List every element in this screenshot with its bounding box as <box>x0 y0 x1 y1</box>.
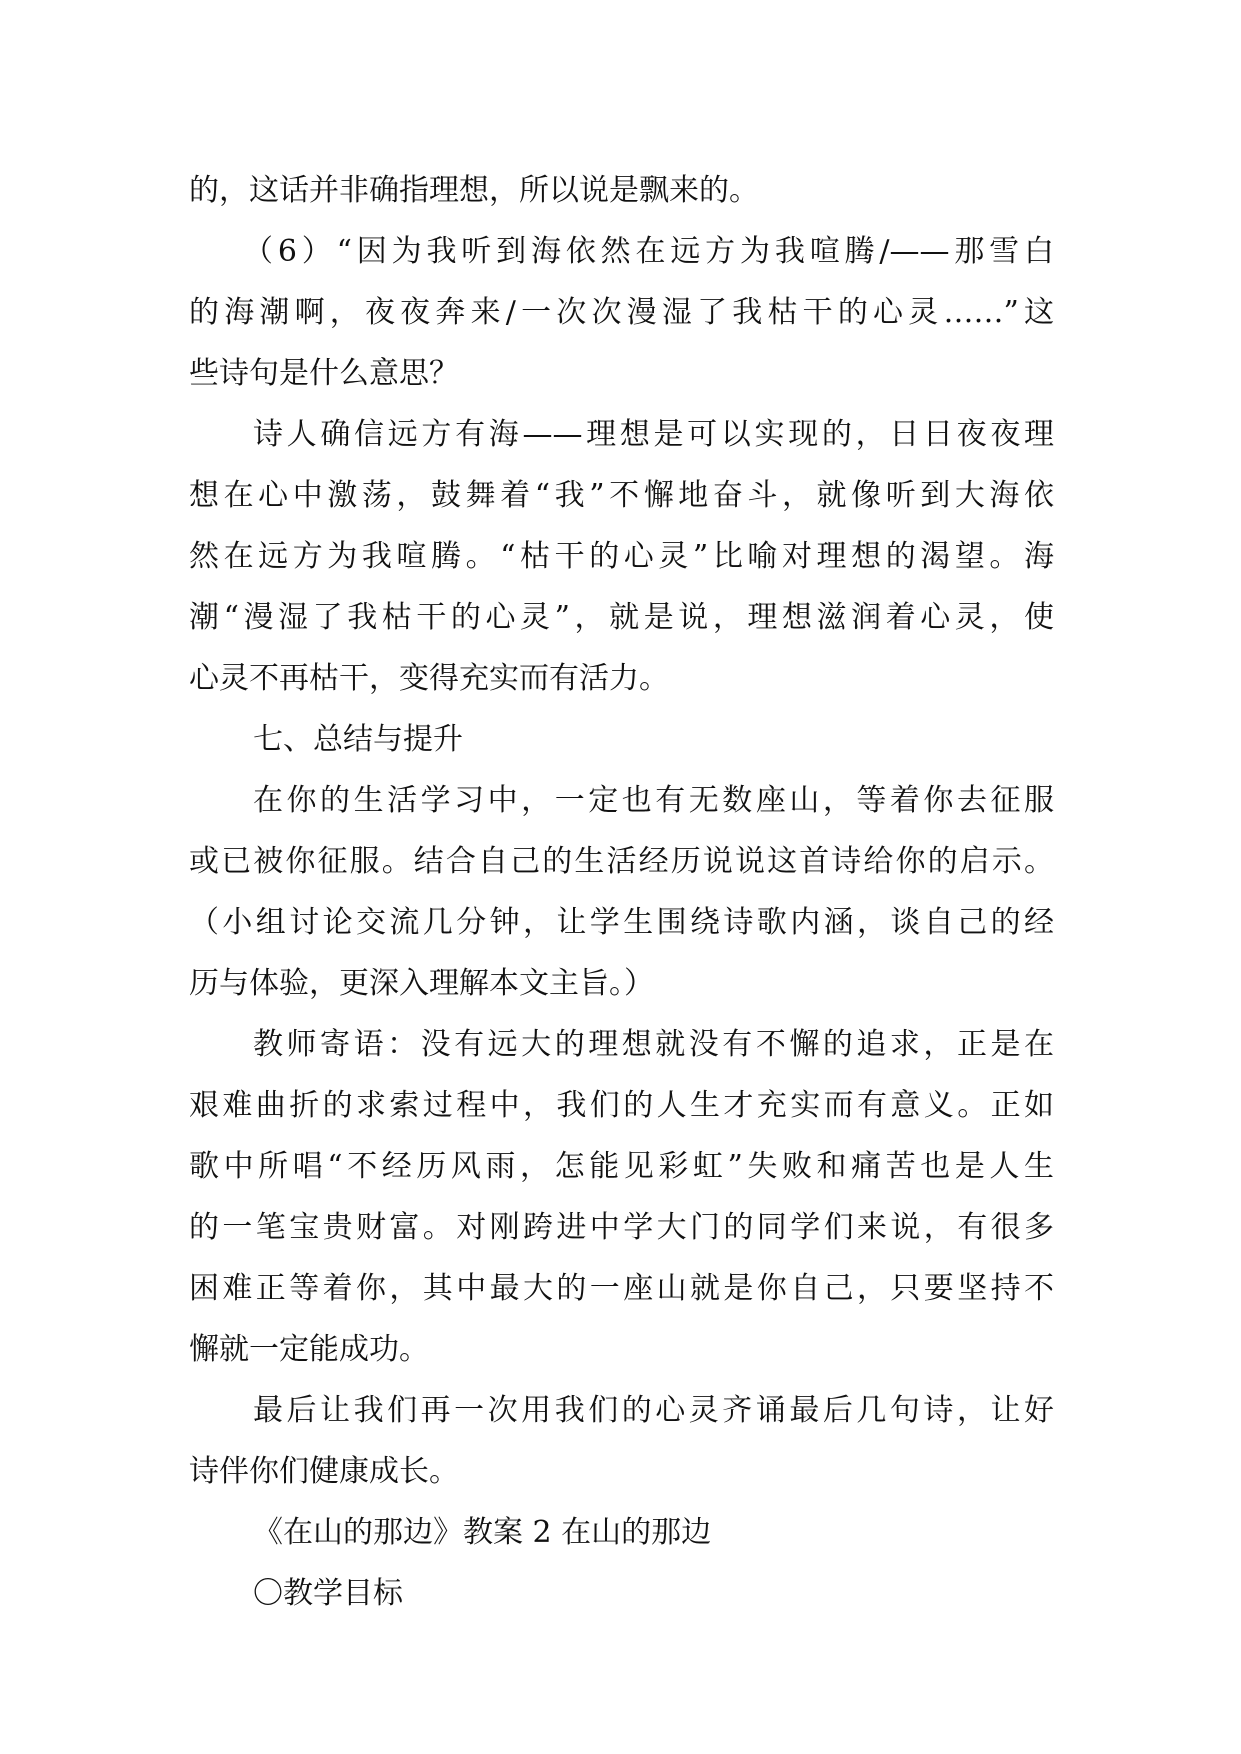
text-line: （小组讨论交流几分钟，让学生围绕诗歌内涵，谈自己的经 <box>189 905 1054 940</box>
text-line: 在你的生活学习中，一定也有无数座山，等着你去征服 <box>253 783 1054 818</box>
text-line: （6）“因为我听到海依然在远方为我喧腾/——那雪白 <box>243 234 1054 269</box>
text-line: 心灵不再枯干，变得充实而有活力。 <box>189 661 669 696</box>
text-line: 想在心中激荡，鼓舞着“我”不懈地奋斗，就像听到大海依 <box>189 478 1054 513</box>
text-line: 潮“漫湿了我枯干的心灵”，就是说，理想滋润着心灵，使 <box>189 600 1054 635</box>
lesson-plan-title: 《在山的那边》教案 2 在山的那边 <box>253 1515 712 1550</box>
text-line: 困难正等着你，其中最大的一座山就是你自己，只要坚持不 <box>189 1271 1054 1306</box>
section-heading: 七、总结与提升 <box>253 722 463 757</box>
teaching-objectives-heading: 〇教学目标 <box>253 1576 403 1611</box>
text-line: 的，这话并非确指理想，所以说是飘来的。 <box>189 173 759 208</box>
text-line: 懈就一定能成功。 <box>189 1332 429 1367</box>
text-line: 诗伴你们健康成长。 <box>189 1454 459 1489</box>
text-line: 艰难曲折的求索过程中，我们的人生才充实而有意义。正如 <box>189 1088 1054 1123</box>
text-line: 的一笔宝贵财富。对刚跨进中学大门的同学们来说，有很多 <box>189 1210 1054 1245</box>
text-line: 歌中所唱“不经历风雨，怎能见彩虹”失败和痛苦也是人生 <box>189 1149 1054 1184</box>
text-line: 诗人确信远方有海——理想是可以实现的，日日夜夜理 <box>253 417 1054 452</box>
document-body <box>189 160 1054 1624</box>
text-line: 最后让我们再一次用我们的心灵齐诵最后几句诗，让好 <box>253 1393 1054 1428</box>
text-line: 的海潮啊，夜夜奔来/一次次漫湿了我枯干的心灵……”这 <box>189 295 1054 330</box>
text-line: 教师寄语：没有远大的理想就没有不懈的追求，正是在 <box>253 1027 1054 1062</box>
text-line: 然在远方为我喧腾。“枯干的心灵”比喻对理想的渴望。海 <box>189 539 1054 574</box>
text-line: 历与体验，更深入理解本文主旨。） <box>189 966 654 1001</box>
text-line: 些诗句是什么意思？ <box>189 356 459 391</box>
text-line: 或已被你征服。结合自己的生活经历说说这首诗给你的启示。 <box>189 844 1054 879</box>
